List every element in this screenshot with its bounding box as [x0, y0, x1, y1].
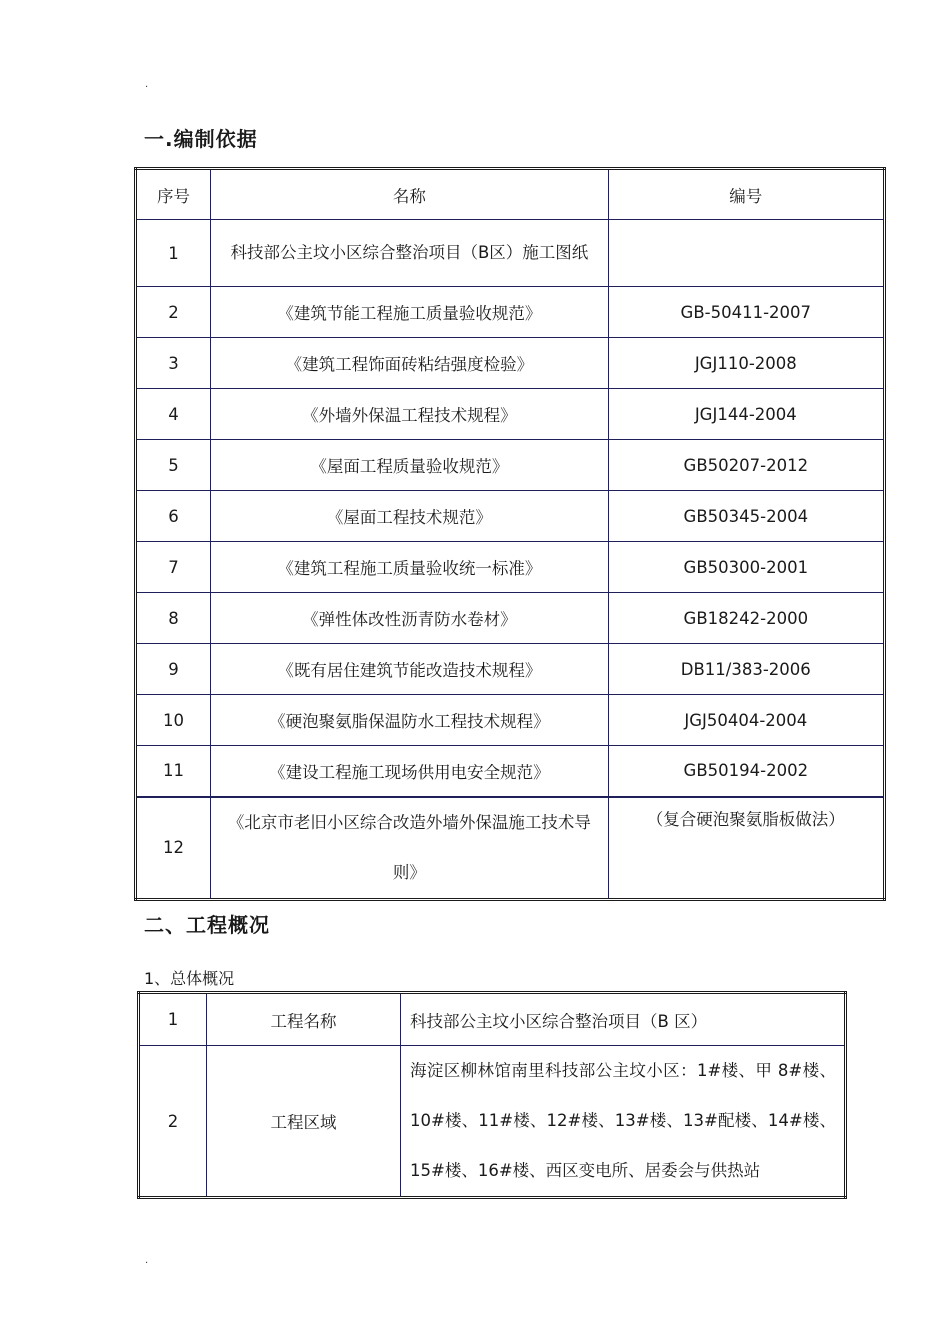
row-no: 7 — [136, 542, 211, 593]
row-no: 6 — [136, 491, 211, 542]
row-value: 海淀区柳林馆南里科技部公主坟小区：1#楼、甲 8#楼、10#楼、11#楼、12#楼、13#楼、13#配楼、14#楼、15#楼、16#楼、西区变电所、居委会与供热站 — [401, 1046, 846, 1198]
row-code: DB11/383-2006 — [608, 644, 884, 695]
header-no: 序号 — [136, 169, 211, 220]
table-row — [136, 389, 885, 440]
table-row — [139, 993, 846, 1046]
row-name: 《建筑工程饰面砖粘结强度检验》 — [211, 338, 609, 389]
table-row — [139, 1046, 846, 1198]
header-code: 编号 — [608, 169, 884, 220]
overview-table — [137, 991, 847, 1199]
row-no: 11 — [136, 746, 211, 797]
table-row — [136, 695, 885, 746]
table-row — [136, 338, 885, 389]
row-code: （复合硬泡聚氨脂板做法） — [608, 797, 884, 900]
page-top-mark: . — [145, 79, 149, 90]
row-name: 《硬泡聚氨脂保温防水工程技术规程》 — [211, 695, 609, 746]
row-name: 《建筑节能工程施工质量验收规范》 — [211, 287, 609, 338]
table-row — [136, 746, 885, 797]
basis-table — [134, 167, 886, 901]
row-name: 《既有居住建筑节能改造技术规程》 — [211, 644, 609, 695]
table-row — [136, 440, 885, 491]
row-no: 9 — [136, 644, 211, 695]
row-no: 1 — [139, 993, 207, 1046]
row-code: JGJ110-2008 — [608, 338, 884, 389]
row-no: 5 — [136, 440, 211, 491]
row-label: 工程区域 — [207, 1046, 401, 1198]
row-no: 3 — [136, 338, 211, 389]
row-code: GB50345-2004 — [608, 491, 884, 542]
row-no: 10 — [136, 695, 211, 746]
row-name: 《建筑工程施工质量验收统一标准》 — [211, 542, 609, 593]
row-code: GB50194-2002 — [608, 746, 884, 797]
row-no: 8 — [136, 593, 211, 644]
row-name: 《建设工程施工现场供用电安全规范》 — [211, 746, 609, 797]
row-name: 《屋面工程质量验收规范》 — [211, 440, 609, 491]
row-code: GB18242-2000 — [608, 593, 884, 644]
row-name: 《外墙外保温工程技术规程》 — [211, 389, 609, 440]
row-no: 12 — [136, 797, 211, 900]
row-code — [608, 220, 884, 287]
row-value: 科技部公主坟小区综合整治项目（B 区） — [401, 993, 846, 1046]
row-name: 《屋面工程技术规范》 — [211, 491, 609, 542]
row-name: 《弹性体改性沥青防水卷材》 — [211, 593, 609, 644]
row-code: JGJ50404-2004 — [608, 695, 884, 746]
row-no: 2 — [136, 287, 211, 338]
row-no: 1 — [136, 220, 211, 287]
table-row — [136, 797, 885, 900]
table-row — [136, 644, 885, 695]
row-code: GB-50411-2007 — [608, 287, 884, 338]
row-name: 科技部公主坟小区综合整治项目（B区）施工图纸 — [211, 220, 609, 287]
table-row — [136, 220, 885, 287]
row-label: 工程名称 — [207, 993, 401, 1046]
header-name: 名称 — [211, 169, 609, 220]
row-code: GB50207-2012 — [608, 440, 884, 491]
table-row — [136, 491, 885, 542]
table-row — [136, 542, 885, 593]
row-name: 《北京市老旧小区综合改造外墙外保温施工技术导则》 — [211, 797, 609, 900]
row-no: 2 — [139, 1046, 207, 1198]
row-no: 4 — [136, 389, 211, 440]
row-code: JGJ144-2004 — [608, 389, 884, 440]
table-row — [136, 287, 885, 338]
table-header-row — [136, 169, 885, 220]
table-row — [136, 593, 885, 644]
section-1-heading: 一.编制依据 — [144, 127, 258, 151]
section-2-heading: 二、工程概况 — [144, 913, 270, 937]
row-code: GB50300-2001 — [608, 542, 884, 593]
page-bottom-mark: . — [145, 1255, 149, 1266]
section-2-subheading: 1、总体概况 — [144, 969, 235, 988]
